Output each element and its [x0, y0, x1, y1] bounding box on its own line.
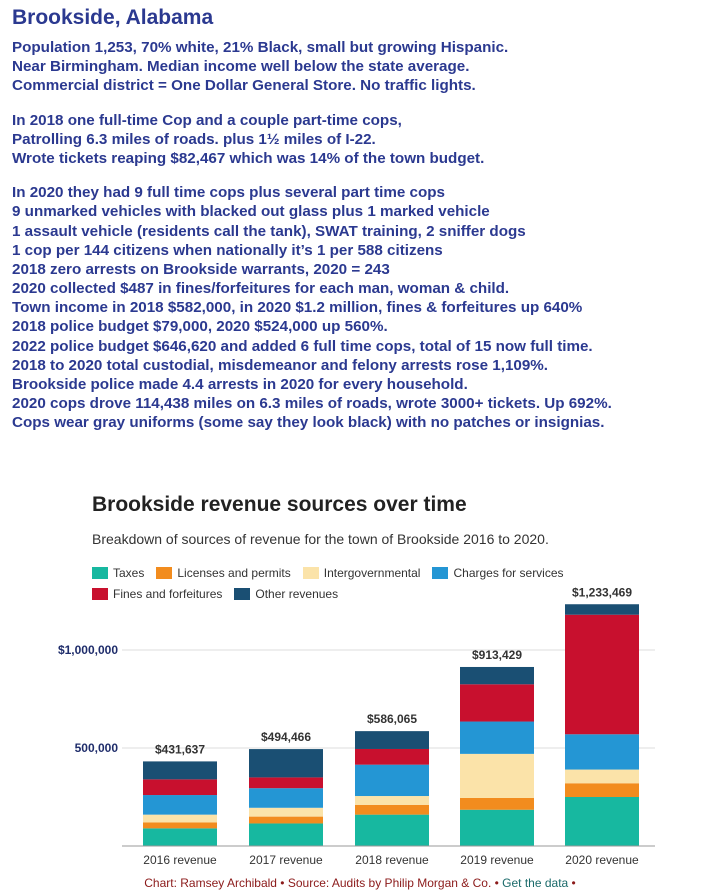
x-category-label: 2020 revenue: [565, 853, 639, 867]
fact-line: Wrote tickets reaping $82,467 which was 14% of the town budget.: [12, 149, 485, 167]
legend-item: [432, 566, 563, 580]
bar-segment: [565, 770, 639, 784]
source-credit: Chart: Ramsey Archibald • Source: Audits by Philip Morgan & Co. •: [144, 876, 499, 890]
facts-text: [12, 38, 720, 433]
bar-segment: [249, 823, 323, 846]
chart-legend: [92, 562, 652, 604]
paragraph-gap: [12, 168, 720, 183]
bar-total-label: $1,233,469: [571, 585, 633, 600]
bar-segment: [355, 805, 429, 815]
fact-line: Population 1,253, 70% white, 21% Black, small but growing Hispanic.: [12, 39, 509, 56]
page-title: Brookside, Alabama: [12, 6, 214, 29]
bar-segment: [565, 734, 639, 769]
x-category-label: 2019 revenue: [460, 853, 534, 867]
fact-line: Brookside police made 4.4 arrests in 2020 for every household.: [12, 376, 468, 393]
legend-label: Charges for services: [453, 565, 564, 580]
bar-segment: [143, 779, 217, 795]
fact-line: 9 unmarked vehicles with blacked out glass plus 1 marked vehicle: [12, 203, 490, 221]
bar-segment: [355, 796, 429, 805]
fact-line: Commercial district = One Dollar General Store. No traffic lights.: [12, 77, 476, 95]
fact-line: 2022 police budget $646,620 and added 6 full time cops, total of 15 now full time.: [12, 337, 593, 355]
bar-segment: [355, 731, 429, 749]
bar-segment: [143, 795, 217, 815]
bar-total-label: $586,065: [366, 712, 418, 727]
legend-swatch: [234, 588, 250, 600]
x-category-label: 2017 revenue: [249, 853, 323, 867]
legend-label: Taxes: [113, 565, 145, 580]
fact-line: 2018 police budget $79,000, 2020 $524,000 up 560%.: [12, 318, 388, 336]
legend-label: Intergovernmental: [323, 565, 421, 580]
fact-line: 1 assault vehicle (residents call the tank), SWAT training, 2 sniffer dogs: [12, 222, 526, 240]
bar-total-label: $494,466: [260, 730, 312, 745]
source-suffix: •: [571, 876, 576, 890]
bar-segment: [143, 828, 217, 846]
bar-segment: [249, 788, 323, 808]
legend-item: [92, 587, 222, 601]
bar-segment: [460, 754, 534, 798]
bar-segment: [249, 749, 323, 777]
chart-title: Brookside revenue sources over time: [92, 493, 467, 516]
legend-item: [303, 566, 421, 580]
bar-segment: [143, 822, 217, 828]
fact-line: 2020 cops drove 114,438 miles on 6.3 miles of roads, wrote 3000+ tickets. Up 692%.: [12, 395, 612, 413]
legend-row: [92, 562, 652, 583]
bar-segment: [565, 797, 639, 846]
bar-segment: [460, 667, 534, 684]
bar-segment: [249, 808, 323, 817]
bar-segment: [355, 765, 429, 796]
fact-line: 2020 collected $487 in fines/forfeitures for each man, woman & child.: [12, 280, 510, 298]
legend-label: Other revenues: [255, 586, 339, 601]
legend-swatch: [92, 588, 108, 600]
legend-label: Fines and forfeitures: [113, 586, 223, 601]
legend-label: Licenses and permits: [177, 565, 291, 580]
bar-segment: [460, 798, 534, 810]
bar-segment: [460, 810, 534, 846]
legend-swatch: [92, 567, 108, 579]
bar-total-label: $913,429: [471, 647, 523, 662]
fact-line: In 2018 one full-time Cop and a couple part-time cops,: [12, 111, 402, 129]
fact-line: 2018 to 2020 total custodial, misdemeanor and felony arrests rose 1,109%.: [12, 356, 549, 374]
fact-line: 1 cop per 144 citizens when nationally it’s 1 per 588 citizens: [12, 241, 443, 259]
y-tick-label: $1,000,000: [57, 643, 118, 657]
bar-segment: [143, 761, 217, 779]
fact-line: 2018 zero arrests on Brookside warrants, 2020 = 243: [12, 260, 390, 278]
bar-segment: [460, 684, 534, 721]
fact-line: In 2020 they had 9 full time cops plus several part time cops: [12, 184, 445, 202]
legend-swatch: [432, 567, 448, 579]
legend-swatch: [156, 567, 172, 579]
fact-line: Town income in 2018 $582,000, in 2020 $1.2 million, fines & forfeitures up 640%: [12, 299, 583, 317]
fact-line: Patrolling 6.3 miles of roads. plus 1½ miles of I-22.: [12, 130, 376, 148]
fact-line: Cops wear gray uniforms (some say they look black) with no patches or insignias.: [12, 414, 605, 432]
bar-segment: [565, 604, 639, 614]
legend-swatch: [303, 567, 319, 579]
y-tick-label: 500,000: [74, 741, 118, 755]
legend-item: [234, 587, 338, 601]
legend-item: [156, 566, 290, 580]
chart-subtitle: Breakdown of sources of revenue for the town of Brookside 2016 to 2020.: [92, 531, 549, 547]
chart-source: [0, 876, 720, 890]
bar-segment: [355, 815, 429, 846]
paragraph-gap: [12, 96, 720, 111]
get-the-data-link[interactable]: Get the data: [502, 876, 569, 890]
bar-segment: [249, 777, 323, 788]
bar-total-label: $431,637: [154, 742, 206, 757]
bar-segment: [460, 722, 534, 754]
bar-segment: [565, 783, 639, 797]
bar-segment: [249, 817, 323, 824]
fact-line: Near Birmingham. Median income well below the state average.: [12, 58, 470, 76]
bar-segment: [565, 615, 639, 735]
x-category-label: 2018 revenue: [355, 853, 429, 867]
x-category-label: 2016 revenue: [143, 853, 217, 867]
bar-segment: [143, 815, 217, 823]
legend-item: [92, 566, 144, 580]
bar-segment: [355, 749, 429, 765]
